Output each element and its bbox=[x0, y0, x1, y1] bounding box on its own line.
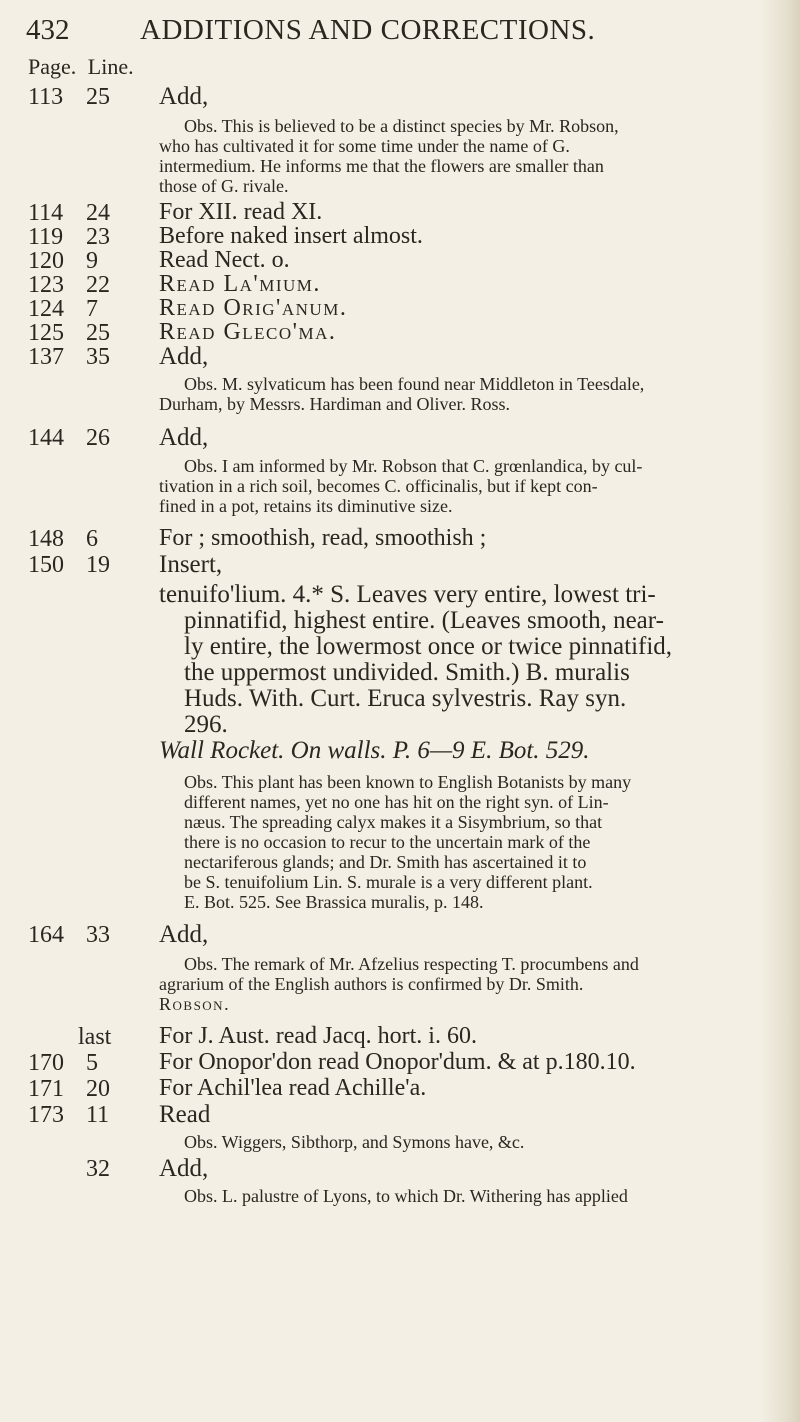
line-ref: 25 bbox=[86, 84, 110, 110]
note-line: Durham, by Messrs. Hardiman and Oliver. Ross. bbox=[159, 394, 510, 414]
page-ref: 120 bbox=[28, 248, 64, 274]
correction-text: For XII. read XI. bbox=[159, 199, 323, 225]
observation-note bbox=[159, 954, 744, 1014]
page-ref: 119 bbox=[28, 224, 64, 250]
page-ref: 148 bbox=[28, 526, 64, 552]
note-line: intermedium. He informs me that the flowers are smaller than bbox=[159, 156, 604, 176]
line-ref: 22 bbox=[86, 272, 110, 298]
note-line: nectariferous glands; and Dr. Smith has ascertained it to bbox=[184, 852, 587, 872]
line-ref: 11 bbox=[86, 1102, 110, 1128]
line-ref: 35 bbox=[86, 344, 110, 370]
note-line: Obs. I am informed by Mr. Robson that C. grœnlandica, by cul- bbox=[184, 456, 643, 476]
note-line: who has cultivated it for some time under the name of G. bbox=[159, 136, 570, 156]
note-line: agrarium of the English authors is confirmed by Dr. Smith. bbox=[159, 974, 584, 994]
page-edge-shadow bbox=[760, 0, 800, 1422]
page-ref: 144 bbox=[28, 425, 64, 451]
note-line: there is no occasion to recur to the uncertain mark of the bbox=[184, 832, 591, 852]
column-header-page: Page. bbox=[28, 54, 77, 79]
running-header bbox=[20, 14, 760, 48]
running-title: ADDITIONS AND CORRECTIONS. bbox=[140, 14, 596, 46]
page-ref: 137 bbox=[28, 344, 64, 370]
correction-text: For Achil'lea read Achille'a. bbox=[159, 1075, 427, 1101]
note-line: Obs. Wiggers, Sibthorp, and Symons have, &c. bbox=[184, 1132, 525, 1152]
page-ref: 150 bbox=[28, 552, 64, 578]
correction-action: Add, bbox=[159, 343, 209, 370]
correction-action: Add, bbox=[159, 83, 209, 110]
correction-text: Read Gleco'ma. bbox=[159, 319, 337, 345]
correction-text: For ; smoothish, read, smoothish ; bbox=[159, 525, 487, 551]
correction-text: Read La'mium. bbox=[159, 271, 321, 297]
page-ref: 125 bbox=[28, 320, 64, 346]
column-header-line: Line. bbox=[87, 54, 134, 79]
correction-text: Read Orig'anum. bbox=[159, 295, 348, 321]
line-ref: 25 bbox=[86, 320, 110, 346]
observation-note bbox=[159, 456, 744, 516]
correction-action: Add, bbox=[159, 1155, 209, 1182]
observation-note bbox=[159, 1132, 744, 1152]
description-line: Huds. With. Curt. Eruca sylvestris. Ray syn. bbox=[184, 685, 627, 712]
correction-text: For J. Aust. read Jacq. hort. i. 60. bbox=[159, 1023, 477, 1049]
correction-action: Add, bbox=[159, 424, 209, 451]
note-line: E. Bot. 525. See Brassica muralis, p. 148. bbox=[184, 892, 484, 912]
line-ref: 5 bbox=[86, 1050, 98, 1076]
note-line: næus. The spreading calyx makes it a Sisymbrium, so that bbox=[184, 812, 603, 832]
page-ref: 113 bbox=[28, 84, 64, 110]
column-headers bbox=[28, 54, 134, 80]
page-ref: 124 bbox=[28, 296, 64, 322]
observation-note bbox=[159, 772, 744, 912]
species-description bbox=[159, 582, 749, 764]
page-number: 432 bbox=[26, 14, 70, 46]
line-ref: 6 bbox=[86, 526, 98, 552]
line-ref: 32 bbox=[86, 1156, 110, 1182]
observation-note bbox=[159, 374, 744, 414]
correction-action: Insert, bbox=[159, 551, 223, 578]
correction-text: Before naked insert almost. bbox=[159, 223, 423, 249]
description-line: the uppermost undivided. Smith.) B. muralis bbox=[184, 659, 630, 686]
page-ref: 173 bbox=[28, 1102, 64, 1128]
note-line: Robson. bbox=[159, 994, 231, 1014]
note-line: tivation in a rich soil, becomes C. officinalis, but if kept con- bbox=[159, 476, 598, 496]
description-line: tenuifo'lium. 4.* S. Leaves very entire, lowest tri- bbox=[159, 581, 656, 608]
correction-action: Add, bbox=[159, 921, 209, 948]
line-ref: 7 bbox=[86, 296, 98, 322]
correction-text: For Onopor'don read Onopor'dum. & at p.180.10. bbox=[159, 1049, 636, 1075]
line-ref: 23 bbox=[86, 224, 110, 250]
page-ref: 114 bbox=[28, 200, 64, 226]
description-line: pinnatifid, highest entire. (Leaves smooth, near- bbox=[184, 607, 664, 634]
page-ref: 123 bbox=[28, 272, 64, 298]
description-line: 296. bbox=[184, 711, 228, 738]
line-ref: last bbox=[78, 1024, 112, 1050]
line-ref: 26 bbox=[86, 425, 110, 451]
note-line: fined in a pot, retains its diminutive size. bbox=[159, 496, 453, 516]
line-ref: 9 bbox=[86, 248, 98, 274]
note-line: Obs. M. sylvaticum has been found near Middleton in Teesdale, bbox=[184, 374, 645, 394]
description-line: ly entire, the lowermost once or twice pinnatifid, bbox=[184, 633, 673, 660]
description-line: Wall Rocket. On walls. P. 6—9 E. Bot. 529. bbox=[159, 737, 590, 764]
note-line: Obs. This is believed to be a distinct species by Mr. Robson, bbox=[184, 116, 619, 136]
page-ref: 171 bbox=[28, 1076, 64, 1102]
observation-note bbox=[159, 1186, 744, 1206]
note-line: be S. tenuifolium Lin. S. murale is a very different plant. bbox=[184, 872, 593, 892]
correction-action: Read bbox=[159, 1101, 211, 1128]
observation-note bbox=[159, 116, 744, 196]
note-line: Obs. The remark of Mr. Afzelius respecting T. procumbens and bbox=[184, 954, 639, 974]
page-ref: 170 bbox=[28, 1050, 64, 1076]
line-ref: 19 bbox=[86, 552, 110, 578]
note-line: Obs. L. palustre of Lyons, to which Dr. Withering has applied bbox=[184, 1186, 628, 1206]
line-ref: 24 bbox=[86, 200, 110, 226]
correction-text: Read Nect. o. bbox=[159, 247, 290, 273]
line-ref: 20 bbox=[86, 1076, 110, 1102]
line-ref: 33 bbox=[86, 922, 110, 948]
note-line: different names, yet no one has hit on the right syn. of Lin- bbox=[184, 792, 609, 812]
note-line: those of G. rivale. bbox=[159, 176, 289, 196]
page-ref: 164 bbox=[28, 922, 64, 948]
note-line: Obs. This plant has been known to English Botanists by many bbox=[184, 772, 632, 792]
